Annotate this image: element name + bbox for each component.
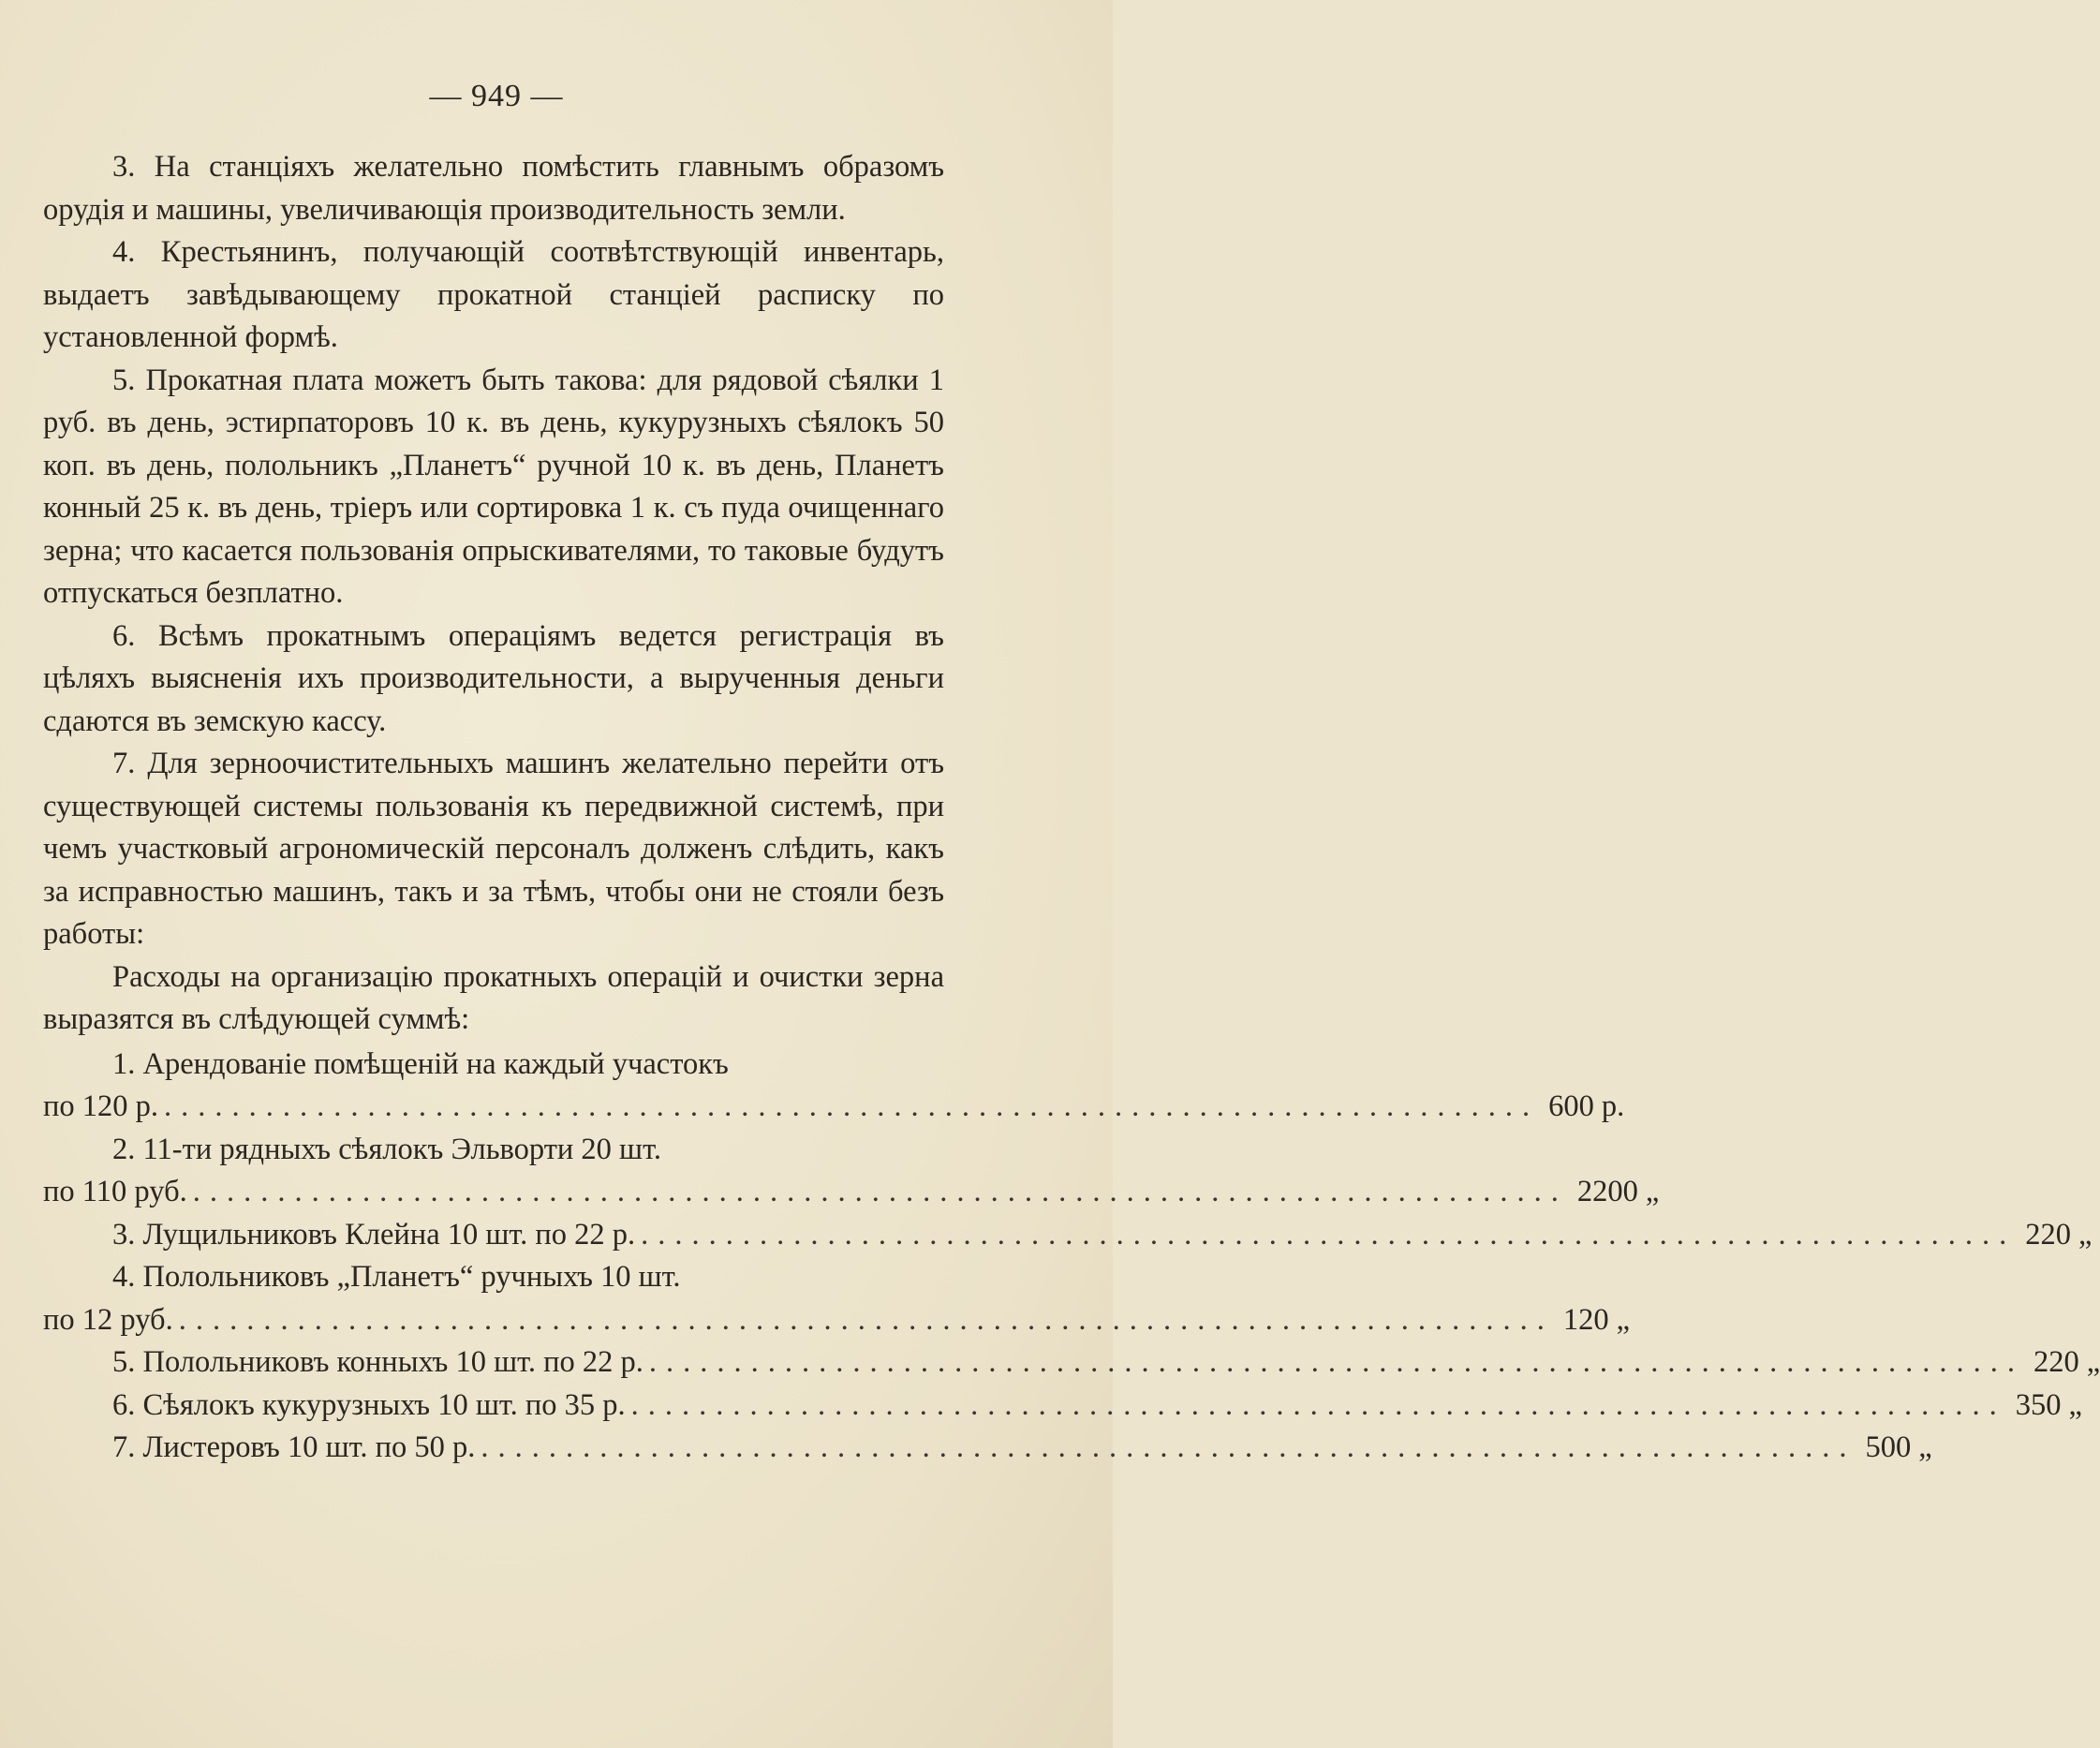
paragraph-item-5: 5. Прокатная плата можетъ быть такова: для рядовой сѣялки 1 руб. въ день, эстирпаторовъ 10 к. въ день, кукурузныхъ сѣялокъ 50 коп. въ день, полольникъ „Планетъ“ ручной 10 к. въ день, Планетъ конный 25 к. въ день, тріеръ или сортировка 1 к. съ пуда очищеннаго зерна; что касается пользованія опрыскивателями, то таковые будутъ отпускаться безплатно.	[43, 363, 944, 610]
ledger-unit: „	[1616, 1302, 1631, 1337]
paragraph-item-3: 3. На станціяхъ желательно помѣстить главнымъ образомъ орудія и машины, увеличивающія производительность земли.	[43, 150, 944, 227]
ledger-item-lead: по 110 руб.	[43, 1175, 187, 1208]
ledger-amount: 2200	[1576, 1175, 1638, 1208]
page-number: — 949 —	[429, 79, 564, 113]
expense-ledger	[43, 1044, 2100, 1470]
ledger-item-5	[43, 1341, 2100, 1385]
ledger-item-heading: 2. 11-ти рядныхъ сѣялокъ Эльворти 20 шт.	[112, 1132, 661, 1166]
ledger-amount: 220	[2025, 1217, 2072, 1252]
dot-leader: .................................................................................	[164, 1089, 1540, 1123]
paragraph-expenses-intro: Расходы на организацію прокатныхъ операцій и очистки зерна выразятся въ слѣдующей суммѣ:	[43, 959, 944, 1036]
ledger-amount: 600	[1548, 1089, 1594, 1123]
ledger-item-lead: 6. Сѣялокъ кукурузныхъ 10 шт. по 35 р.	[112, 1387, 626, 1422]
dot-leader: .................................................................................	[641, 1217, 2017, 1252]
ledger-row	[43, 1086, 1625, 1129]
ledger-row	[43, 1214, 2093, 1257]
ledger-item-lead: 5. Полольниковъ конныхъ 10 шт. по 22 р.	[112, 1345, 643, 1379]
ledger-item-7	[43, 1427, 1932, 1470]
ledger-item-lead: по 120 р.	[43, 1089, 159, 1123]
ledger-item-1	[43, 1044, 1625, 1129]
ledger-item-4	[43, 1256, 1631, 1341]
ledger-row	[43, 1341, 2100, 1385]
ledger-amount: 220	[2033, 1345, 2079, 1379]
ledger-item-lead: 3. Лущильниковъ Клейна 10 шт. по 22 р.	[112, 1217, 636, 1252]
dot-leader: .................................................................................	[481, 1430, 1856, 1464]
page-body	[43, 146, 2100, 1470]
ledger-item-lead: по 12 руб.	[43, 1302, 173, 1337]
ledger-amount: 120	[1562, 1302, 1609, 1337]
ledger-item-heading: 4. Полольниковъ „Планетъ“ ручныхъ 10 шт.	[112, 1260, 681, 1294]
ledger-row	[43, 1427, 1932, 1470]
ledger-item-lead: 7. Листеровъ 10 шт. по 50 р.	[112, 1430, 476, 1464]
dot-leader: .................................................................................	[648, 1345, 2025, 1379]
ledger-unit: „	[2078, 1217, 2093, 1252]
ledger-unit: „	[1918, 1430, 1932, 1464]
ledger-row	[43, 1299, 1631, 1342]
paragraph-item-4: 4. Крестьянинъ, получающій соотвѣтствующій инвентарь, выдаетъ завѣдывающему прокатной станціей расписку по установленной формѣ.	[43, 235, 944, 354]
ledger-amount: 350	[2015, 1387, 2062, 1422]
ledger-item-3	[43, 1214, 2093, 1257]
paragraph-item-7: 7. Для зерноочистительныхъ машинъ желательно перейти отъ существующей системы пользованія къ передвижной системѣ, при чемъ участковый агрономическій персоналъ долженъ слѣдить, какъ за исправностью машинъ, такъ и за тѣмъ, чтобы они не стояли безъ работы:	[43, 747, 944, 951]
ledger-unit: р.	[1601, 1089, 1625, 1123]
ledger-unit: „	[1645, 1175, 1660, 1208]
ledger-row	[43, 1385, 2082, 1428]
ledger-item-2	[43, 1129, 1660, 1214]
dot-leader: .................................................................................	[192, 1175, 1568, 1208]
ledger-item-6	[43, 1385, 2082, 1428]
ledger-row	[43, 1171, 1660, 1214]
paragraph-item-6: 6. Всѣмъ прокатнымъ операціямъ ведется регистрація въ цѣляхъ выясненія ихъ производительности, а вырученныя деньги сдаются въ земскую кассу.	[43, 618, 944, 738]
ledger-unit: „	[2086, 1345, 2100, 1379]
ledger-amount: 500	[1865, 1430, 1912, 1464]
dot-leader: .................................................................................	[178, 1302, 1554, 1337]
dot-leader: .................................................................................	[630, 1387, 2006, 1422]
ledger-item-heading: 1. Арендованіе помѣщеній на каждый участокъ	[112, 1046, 729, 1081]
ledger-unit: „	[2068, 1387, 2082, 1422]
